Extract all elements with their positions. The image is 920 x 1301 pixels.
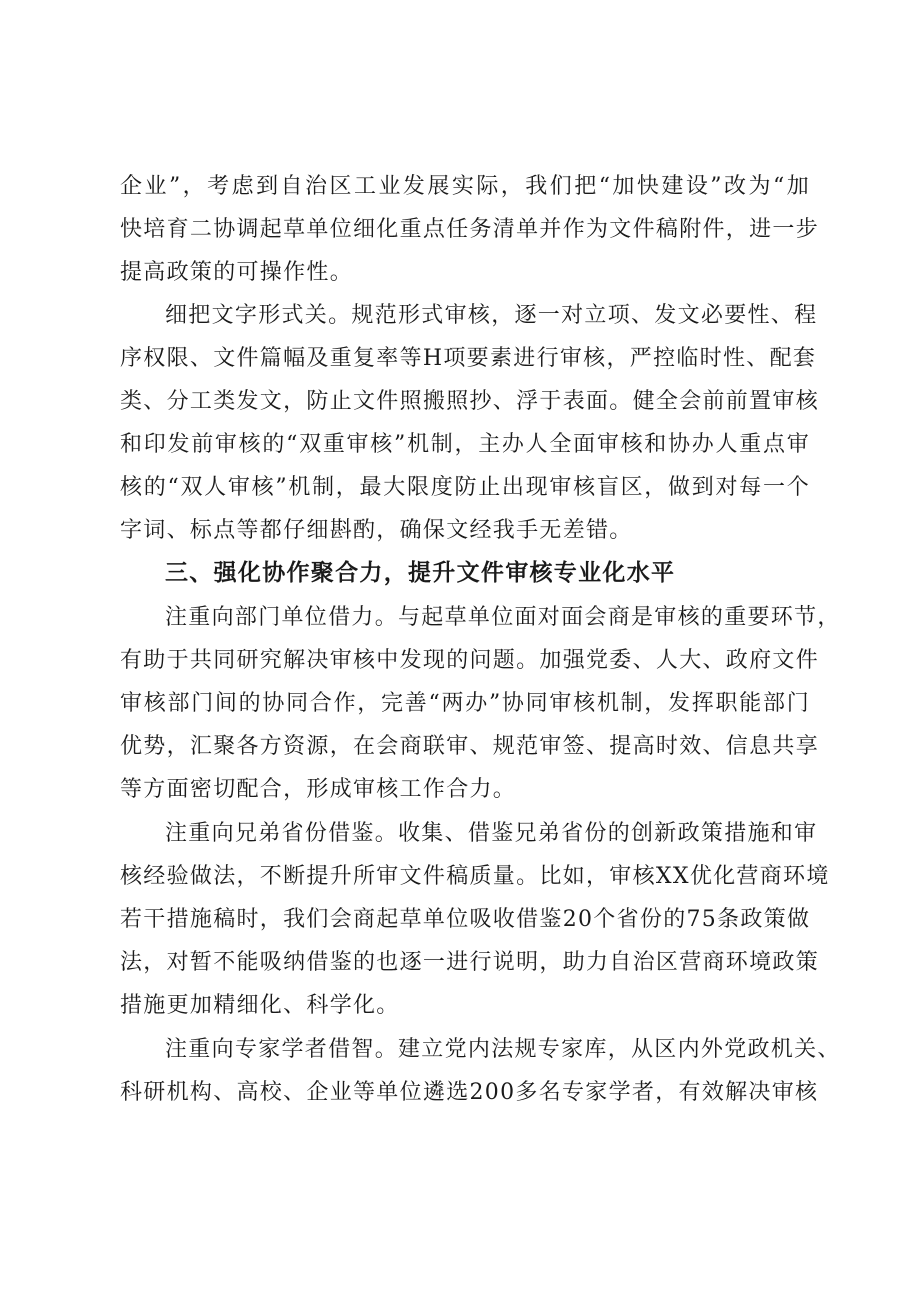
text-line: 企业”，考虑到自治区工业发展实际，我们把“加快建设”改为“加 bbox=[120, 174, 810, 199]
text-line: 措施更加精细化、科学化。 bbox=[120, 993, 400, 1018]
text-line: 注重向专家学者借智。建立党内法规专家库，从区内外党政机关、 bbox=[165, 1037, 841, 1062]
text-line: 注重向兄弟省份借鉴。收集、借鉴兄弟省份的创新政策措施和审 bbox=[165, 821, 818, 846]
text-line: 有助于共同研究解决审核中发现的问题。加强党委、人大、政府文件 bbox=[120, 648, 820, 673]
text-line: 科研机构、高校、企业等单位遴选200多名专家学者，有效解决审核 bbox=[120, 1080, 819, 1105]
text-line: 等方面密切配合，形成审核工作合力。 bbox=[120, 777, 517, 802]
text-line: 和印发前审核的“双重审核”机制，主办人全面审核和协办人重点审 bbox=[120, 432, 810, 457]
text-line: 提高政策的可操作性。 bbox=[120, 260, 354, 285]
text-line: 审核部门间的协同合作，完善“两办”协同审核机制，发挥职能部门 bbox=[120, 691, 810, 716]
text-line: 法，对暂不能吸纳借鉴的也逐一进行说明，助力自治区营商环境政策 bbox=[120, 950, 820, 975]
text-line: 快培育二协调起草单位细化重点任务清单并作为文件稿附件，进一步 bbox=[120, 217, 820, 242]
text-line: 若干措施稿时，我们会商起草单位吸收借鉴20个省份的75条政策做 bbox=[120, 907, 811, 932]
text-line: 优势，汇聚各方资源，在会商联审、规范审签、提高时效、信息共享 bbox=[120, 734, 820, 759]
section-heading: 三、强化协作聚合力，提升文件审核专业化水平 bbox=[165, 560, 676, 586]
text-line: 核的“双人审核”机制，最大限度防止出现审核盲区，做到对每一个 bbox=[120, 475, 810, 500]
text-line: 序权限、文件篇幅及重复率等H项要素进行审核，严控临时性、配套 bbox=[120, 346, 817, 371]
text-line: 核经验做法，不断提升所审文件稿质量。比如，审核XX优化营商环境 bbox=[120, 864, 830, 889]
text-line: 注重向部门单位借力。与起草单位面对面会商是审核的重要环节， bbox=[165, 605, 841, 630]
text-line: 类、分工类发文，防止文件照搬照抄、浮于表面。健全会前前置审核 bbox=[120, 389, 820, 414]
text-line: 细把文字形式关。规范形式审核，逐一对立项、发文必要性、程 bbox=[165, 303, 818, 328]
text-line: 字词、标点等都仔细斟酌，确保文经我手无差错。 bbox=[120, 518, 633, 543]
